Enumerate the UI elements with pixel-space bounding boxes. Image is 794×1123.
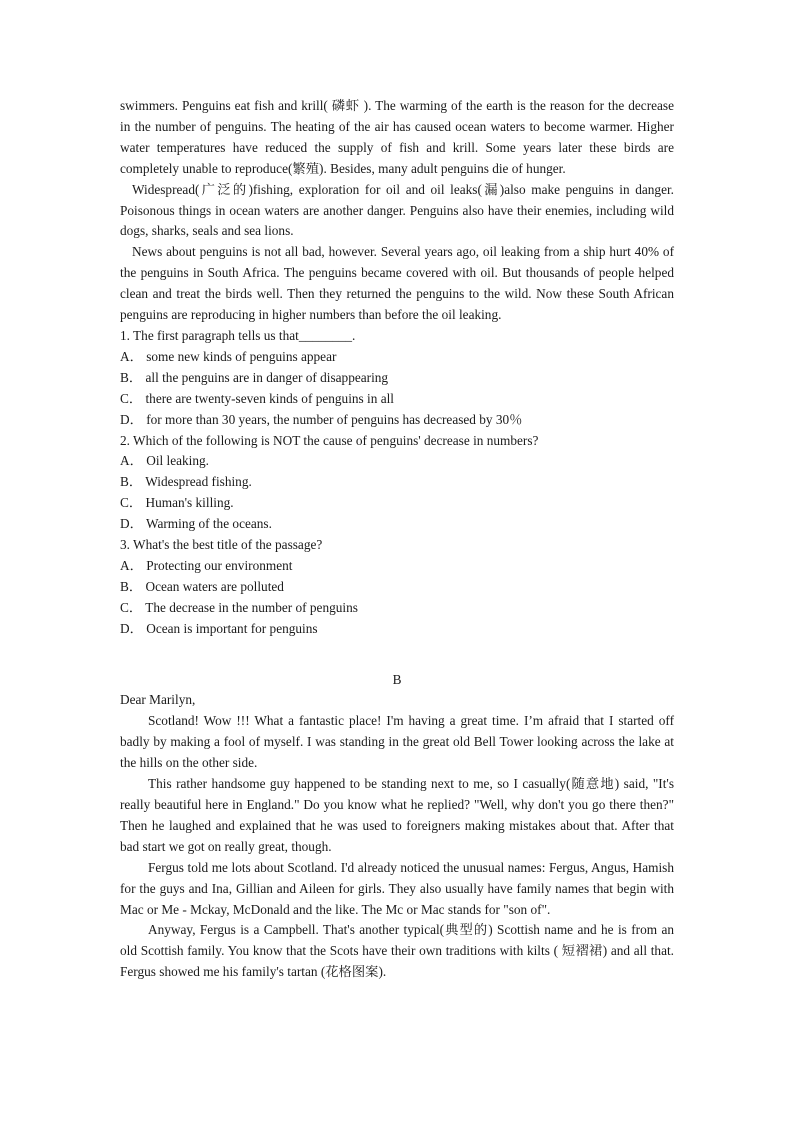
option-a: A． Protecting our environment [120,557,293,573]
option-a: A． Oil leaking. [120,453,210,469]
question-2 [120,431,674,536]
letter-salutation: Dear Marilyn, [120,692,196,708]
question-1 [120,326,674,431]
option-b: B． Widespread fishing. [120,474,252,490]
passage-b-paragraph-4: Anyway, Fergus is a Campbell. That's another typical(典型的) Scottish name and he is from an old Scottish family. You know that the Scots have their own traditions with kilts ( 短褶裙) and all that. Fergus showed me his family's tartan (花格图案). [120,922,674,980]
passage-b-paragraph-3: Fergus told me lots about Scotland. I'd already noticed the unusual names: Fergus, Angus, Hamish for the guys and Ina, Gillian and Aileen for girls. They also usually have family names that begin with Mac or Me - Mckay, McDonald and the like. The Mc or Mac stands for "son of". [120,859,674,917]
option-d: D． for more than 30 years, the number of penguins has decreased by 30％ [120,411,523,427]
option-d: D． Ocean is important for penguins [120,620,318,636]
section-spacer [120,640,674,670]
option-b: B． Ocean waters are polluted [120,578,284,594]
passage-a-paragraph-1: swimmers. Penguins eat fish and krill( 磷虾 ). The warming of the earth is the reason for the decrease in the number of penguins. The heating of the air has caused ocean waters to become warmer. Higher water temperatures have reduced the supply of fish and krill. Some years later these birds are completely unable to reproduce(繁殖). Besides, many adult penguins die of hunger. [120,98,674,176]
passage-a-paragraph-3: News about penguins is not all bad, however. Several years ago, oil leaking from a ship hurt 40% of the penguins in South Africa. The penguins became covered with oil. But thousands of people helped clean and treat the birds well. Then they returned the penguins to the wild. Now these South African penguins are reproducing in higher numbers than before the oil leaking. [120,244,674,323]
option-c: C． The decrease in the number of penguins [120,599,358,615]
option-c: C． Human's killing. [120,495,234,511]
question-stem: 2. Which of the following is NOT the cause of penguins' decrease in numbers? [120,432,539,448]
question-stem: 1. The first paragraph tells us that________. [120,327,356,343]
question-3 [120,535,674,640]
option-b: B． all the penguins are in danger of disappearing [120,369,389,385]
passage-b-paragraph-1: Scotland! Wow !!! What a fantastic place! I'm having a great time. I’m afraid that I started off badly by making a fool of myself. I was standing in the great old Bell Tower looking across the lake at the hills on the other side. [120,713,674,771]
option-d: D． Warming of the oceans. [120,516,272,532]
option-a: A． some new kinds of penguins appear [120,348,337,364]
passage-b-paragraph-2: This rather handsome guy happened to be standing next to me, so I casually(随意地) said, "It's really beautiful here in England." Do you know what he replied? "Well, why don't you go there then?" Then he laughed and explained that he was used to foreigners making mistakes about that. After that bad start we got on really great, though. [120,776,674,854]
passage-a-paragraph-2: Widespread(广泛的)fishing, exploration for oil and oil leaks(漏)also make penguins in danger. Poisonous things in ocean waters are another danger. Penguins also have their enemies, including wild dogs, sharks, seals and sea lions. [120,181,674,239]
question-stem: 3. What's the best title of the passage? [120,537,323,553]
section-heading: B [392,671,402,687]
document-page [120,96,674,983]
option-c: C． there are twenty-seven kinds of penguins in all [120,390,394,406]
